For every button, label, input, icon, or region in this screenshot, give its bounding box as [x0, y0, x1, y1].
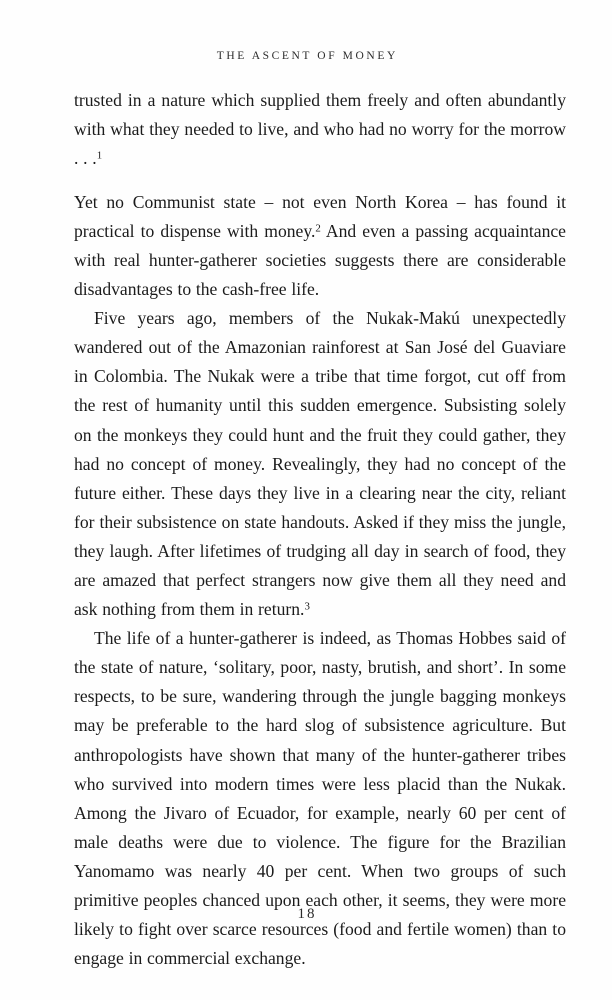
paragraph-nukak — [74, 304, 566, 624]
footnote-marker-3[interactable]: 3 — [304, 600, 310, 613]
running-head: THE ASCENT OF MONEY — [216, 50, 398, 62]
paragraph-text-before-note: Yet no Communist state – not even North Korea – has found it practical to dispense with money. — [74, 191, 566, 241]
footnote-marker-1[interactable]: 1 — [96, 149, 103, 162]
paragraph-text: trusted in a nature which supplied them freely and often abundantly with what they needed to live, and who had no worry for the morrow . . . — [74, 90, 566, 169]
text-column — [74, 86, 566, 973]
page-number: 18 — [297, 906, 317, 922]
paragraph-text-before-note: Five years ago, members of the Nukak-Makú unexpectedly wandered out of the Amazonian rainforest at San José del Guaviare in Colombia. The Nukak were a tribe that time forgot, cut off from the rest of humanity until this sudden emergence. Subsisting solely on the monkeys they could hunt and the fruit they could gather, they had no concept of money. Revealingly, they had no concept of the future either. These days they live in a clearing near the city, reliant for their subsistence on state handouts. Asked if they miss the jungle, they laugh. After lifetimes of trudging all day in search of food, they are amazed that perfect strangers now give them all they need and ask nothing from them in return. — [74, 308, 566, 620]
paragraph-text: The life of a hunter-gatherer is indeed, as Thomas Hobbes said of the state of nature, ‘solitary, poor, nasty, brutish, and short’. In some respects, to be sure, wandering through the jungle bagging monkeys may be preferable to the hard slog of subsistence agriculture. But anthropologists have shown that many of the hunter-gatherer tribes who survived into modern times were less placid than the Nukak. Among the Jivaro of Ecuador, for example, nearly 60 per cent of male deaths were due to violence. The figure for the Brazilian Yanomamo was nearly 40 per cent. When two groups of such primitive peoples chanced upon each other, it seems, they were more likely to fight over scarce resources (food and fertile women) than to engage in commercial exchange. — [74, 628, 566, 969]
paragraph-text-after-note: And even a passing acquaintance with real hunter-gatherer societies suggests there are considerable disadvantages to the cash-free life. — [74, 220, 566, 300]
paragraph-quote-tail — [74, 86, 566, 173]
paragraph-communist-state — [74, 188, 566, 304]
footnote-marker-2[interactable]: 2 — [315, 222, 321, 235]
